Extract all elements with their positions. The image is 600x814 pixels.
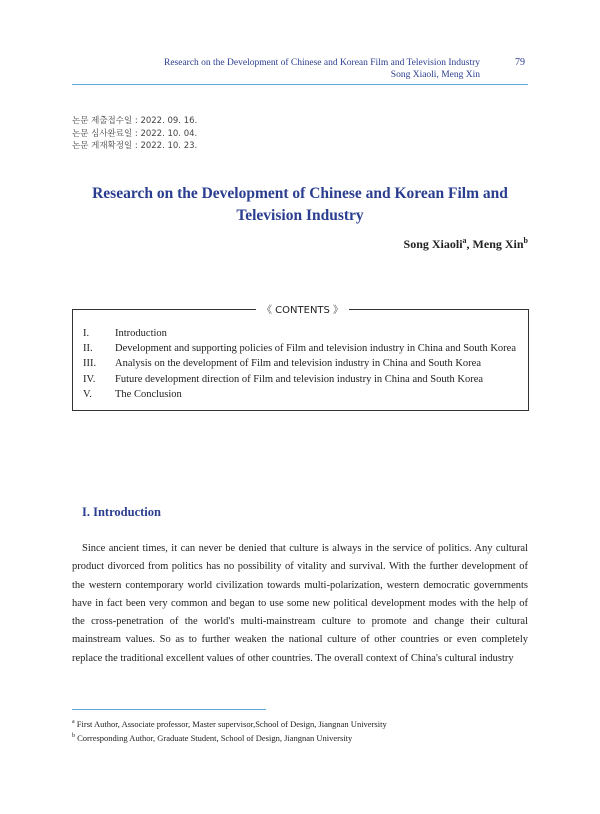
- footnote-a: [72, 716, 387, 730]
- running-authors: Song Xiaoli, Meng Xin: [390, 70, 480, 80]
- contents-title: 《 CONTENTS 》: [256, 301, 349, 316]
- footnote-text: Corresponding Author, Graduate Student, School of Design, Jiangnan University: [75, 732, 353, 743]
- author-2: Meng Xin: [472, 237, 524, 251]
- footnote-text: First Author, Associate professor, Master supervisor,School of Design, Jiangnan University: [74, 718, 387, 729]
- toc-number: II.: [83, 343, 93, 355]
- submission-dates: [72, 115, 197, 153]
- footnote-rule: [72, 709, 266, 710]
- page-number: 79: [515, 57, 525, 68]
- section-heading: I. Introduction: [82, 505, 161, 519]
- paper-title-line2: Television Industry: [236, 207, 364, 224]
- footnote-mark: b: [72, 732, 75, 739]
- toc-label: Introduction: [115, 328, 167, 339]
- body-paragraph: Since ancient times, it can never be denied that culture is always in the service of politics. Any cultural product divorced from politics has no possibility of vitality and survival. With the further development of the western contemporary world civilization towards multi-polarization, western democratic governments have in fact been very common and began to use some new political development modes with the help of the cross-penetration of the world's multi-mainstream culture to promote and change their cultural mainstream values. So as to further weaken the national culture of other countries or even completely replace the traditional excellent values of other countries. The overall context of China's cultural industry: [72, 543, 528, 664]
- author-1-mark: a: [462, 236, 467, 245]
- author-line: [404, 236, 528, 252]
- toc-number: III.: [83, 358, 97, 370]
- paper-title: [72, 183, 528, 227]
- running-title: Research on the Development of Chinese and Korean Film and Television Industry: [163, 58, 480, 68]
- footnote-mark: a: [72, 719, 75, 725]
- date-accepted: 논문 게재확정일 : 2022. 10. 23.: [72, 141, 198, 151]
- toc-label: Development and supporting policies of Film and television industry in China and South Korea: [115, 343, 516, 355]
- toc-label: The Conclusion: [115, 388, 182, 400]
- date-submitted: 논문 제출접수일 : 2022. 09. 16.: [72, 116, 198, 126]
- author-2-mark: b: [523, 236, 528, 245]
- toc-number: I.: [83, 328, 90, 339]
- toc-label: Analysis on the development of Film and television industry in China and South Korea: [115, 358, 481, 370]
- author-1: Song Xiaoli: [403, 237, 463, 251]
- header-rule: [72, 84, 528, 85]
- toc-label: Future development direction of Film and television industry in China and South Korea: [115, 373, 484, 385]
- author-separator: ,: [466, 237, 473, 251]
- footnote-b: [72, 730, 387, 744]
- toc-number: V.: [83, 388, 92, 400]
- footnotes: [72, 716, 387, 744]
- running-header: [164, 57, 480, 81]
- paper-title-line1: Research on the Development of Chinese and Korean Film and: [92, 185, 508, 202]
- date-reviewed: 논문 심사완료일 : 2022. 10. 04.: [72, 128, 198, 139]
- toc-number: IV.: [83, 373, 96, 385]
